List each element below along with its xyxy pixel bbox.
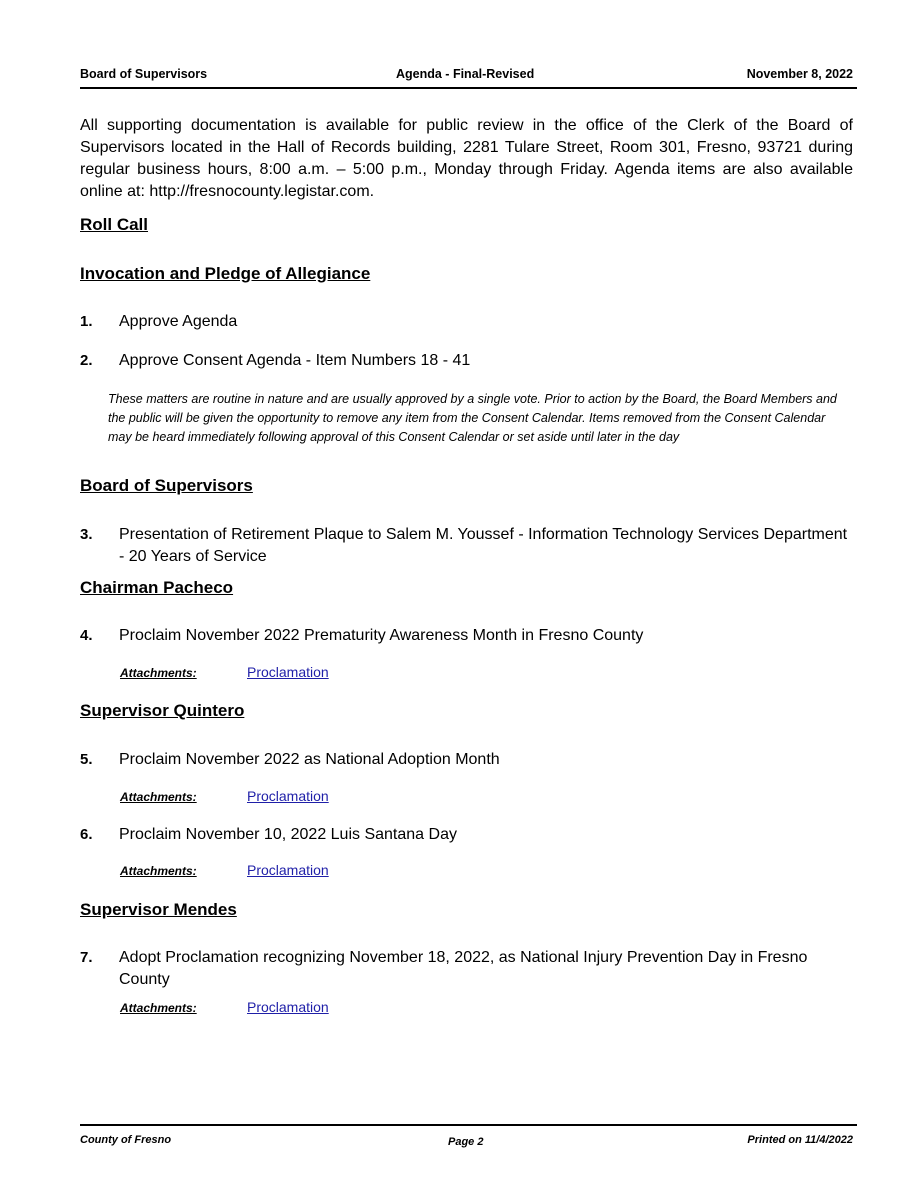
section-mendes: Supervisor Mendes xyxy=(80,900,237,919)
intro-paragraph: All supporting documentation is available for public review in the office of the Clerk of the Board of Supervisors located in the Hall of Records building, 2281 Tulare Street, Room 301, Fresno, 93721 during regular business hours, 8:00 a.m. – 5:00 p.m., Monday through Friday. Agenda items are also available online at: http://fresnocounty.legistar.com. xyxy=(80,117,853,200)
page-footer xyxy=(80,1124,857,1150)
agenda-item-7: Adopt Proclamation recognizing November 18, 2022, as National Injury Prevention Day in Fresno County xyxy=(119,949,808,988)
footer-page: Page 2 xyxy=(448,1136,484,1148)
section-pacheco: Chairman Pacheco xyxy=(80,578,234,597)
item-number: 5. xyxy=(80,751,93,768)
consent-note: These matters are routine in nature and are usually approved by a single vote. Prior to action by the Board, the Board Members and the public will be given the opportunity to remove any item from the Consent Calendar. Items removed from the Consent Calendar may be heard immediately following approval of this Consent Calendar or set aside until later in the day xyxy=(108,392,837,444)
section-quintero: Supervisor Quintero xyxy=(80,701,245,720)
section-invocation: Invocation and Pledge of Allegiance xyxy=(80,264,371,283)
page-header xyxy=(80,67,857,89)
proclamation-link[interactable]: Proclamation xyxy=(247,862,329,878)
section-roll-call: Roll Call xyxy=(80,215,149,234)
attachments-label: Attachments: xyxy=(120,666,197,680)
proclamation-link[interactable]: Proclamation xyxy=(247,664,329,680)
header-title: Agenda - Final-Revised xyxy=(396,67,535,81)
proclamation-link[interactable]: Proclamation xyxy=(247,999,329,1015)
agenda-item-1: Approve Agenda xyxy=(119,313,238,330)
footer-county: County of Fresno xyxy=(80,1134,172,1146)
item-number: 6. xyxy=(80,826,93,843)
header-body: Board of Supervisors xyxy=(80,67,208,81)
header-date: November 8, 2022 xyxy=(746,67,853,81)
agenda-item-2: Approve Consent Agenda - Item Numbers 18 - 41 xyxy=(119,352,471,369)
item-number: 2. xyxy=(80,352,93,369)
item-number: 7. xyxy=(80,949,93,966)
item-number: 1. xyxy=(80,313,93,330)
section-board: Board of Supervisors xyxy=(80,476,253,495)
item-number: 4. xyxy=(80,627,93,644)
agenda-item-4: Proclaim November 2022 Prematurity Awareness Month in Fresno County xyxy=(119,627,644,644)
agenda-item-5: Proclaim November 2022 as National Adoption Month xyxy=(119,751,500,768)
attachments-label: Attachments: xyxy=(120,790,197,804)
agenda-item-6: Proclaim November 10, 2022 Luis Santana Day xyxy=(119,826,457,843)
footer-printed: Printed on 11/4/2022 xyxy=(747,1134,853,1146)
attachments-label: Attachments: xyxy=(120,864,197,878)
proclamation-link[interactable]: Proclamation xyxy=(247,788,329,804)
agenda-item-3: Presentation of Retirement Plaque to Salem M. Youssef - Information Technology Services Department - 20 Years of Service xyxy=(119,526,848,565)
attachments-label: Attachments: xyxy=(120,1001,197,1015)
item-number: 3. xyxy=(80,526,93,543)
